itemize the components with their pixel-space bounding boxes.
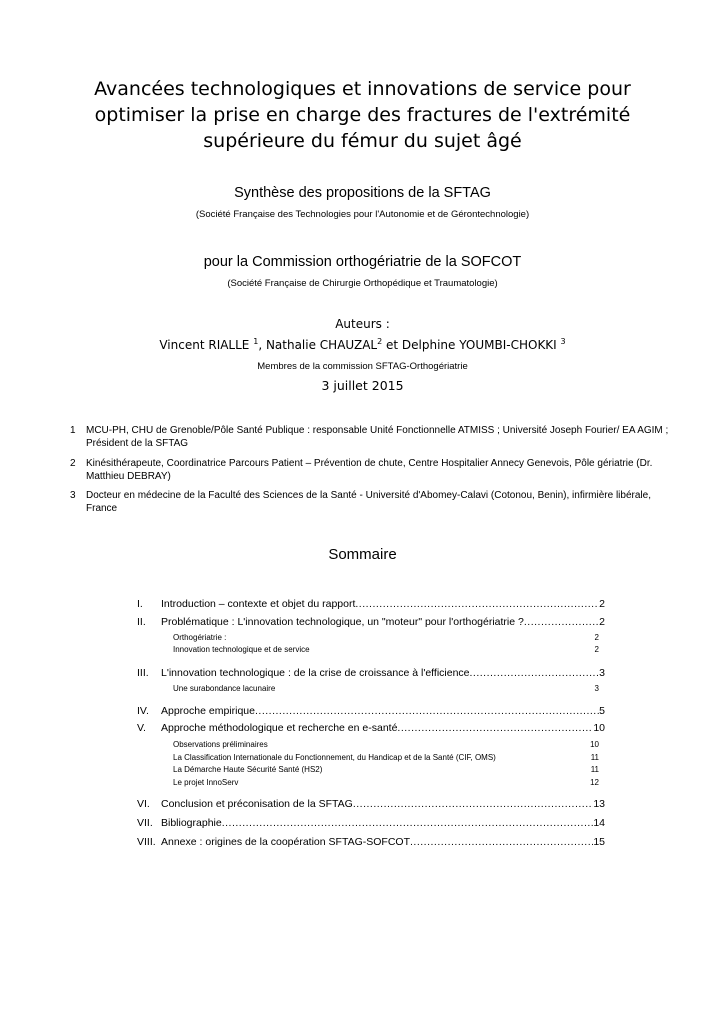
toc-dot-leader xyxy=(397,722,593,735)
affiliation-number: 1 xyxy=(70,425,76,436)
toc-entry-number: VI. xyxy=(137,798,150,810)
toc-entry-page: 3 xyxy=(599,667,605,679)
toc-subentry-page: 2 xyxy=(594,633,599,642)
toc-title: Sommaire xyxy=(328,546,397,563)
toc-dot-leader xyxy=(470,667,600,680)
toc-dot-leader xyxy=(355,598,599,611)
author-3: et Delphine YOUMBI-CHOKKI xyxy=(382,338,557,352)
toc-entry-8[interactable] xyxy=(137,836,605,849)
toc-dot-leader xyxy=(410,836,593,849)
toc-entry-label: Problématique : L'innovation technologique, un "moteur" pour l'orthogériatrie ? xyxy=(161,616,524,628)
toc-dot-leader xyxy=(222,817,594,830)
toc-entry-page: 14 xyxy=(593,817,605,829)
toc-subentry[interactable] xyxy=(173,778,599,788)
toc-entry-label: Annexe : origines de la coopération SFTAG-SOFCOT xyxy=(161,836,410,848)
toc-entry-2[interactable] xyxy=(137,616,605,629)
toc-entry-label: Introduction – contexte et objet du rapport xyxy=(161,598,356,610)
toc-subentry-label: Observations préliminaires xyxy=(173,740,268,749)
toc-entry-number: VIII. xyxy=(137,836,156,848)
affiliation-text: MCU-PH, CHU de Grenoble/Pôle Santé Publique : responsable Unité Fonctionnelle ATMISS ; Université Joseph Fourier/ EA AGIM ; Président de la SFTAG xyxy=(86,425,669,449)
toc-subentry-page: 3 xyxy=(594,684,599,693)
toc-entry-label: Bibliographie xyxy=(161,817,222,829)
toc-subentry-page: 11 xyxy=(590,765,599,774)
toc-entry-label: Approche méthodologique et recherche en e-santé xyxy=(161,722,398,734)
synthese-heading: Synthèse des propositions de la SFTAG xyxy=(234,185,491,201)
toc-subentry-label: La Démarche Haute Sécurité Santé (HS2) xyxy=(173,765,323,774)
toc-subentry[interactable] xyxy=(173,645,599,655)
authors-heading: Auteurs : xyxy=(335,317,390,331)
toc-entry-5[interactable] xyxy=(137,722,605,735)
sofcot-description: (Société Française de Chirurgie Orthopédique et Traumatologie) xyxy=(227,278,498,289)
toc-subentry-label: Le projet InnoServ xyxy=(173,778,239,787)
author-1-ref: 1 xyxy=(253,337,259,346)
toc-entry-4[interactable] xyxy=(137,705,605,718)
toc-subentry[interactable] xyxy=(173,765,599,775)
affiliation-number: 3 xyxy=(70,490,76,501)
affiliation-text: Kinésithérapeute, Coordinatrice Parcours Patient – Prévention de chute, Centre Hospitalier Annecy Genevois, Pôle gériatrie (Dr. Matthieu DEBRAY) xyxy=(86,458,653,482)
toc-subentry-label: Innovation technologique et de service xyxy=(173,645,310,654)
toc-subentry-label: Une surabondance lacunaire xyxy=(173,684,276,693)
toc-entry-1[interactable] xyxy=(137,598,605,611)
affiliation-text: Docteur en médecine de la Faculté des Sciences de la Santé - Université d'Abomey-Calavi (Cotonou, Benin), infirmière libérale, France xyxy=(86,490,651,514)
toc-entry-label: Conclusion et préconisation de la SFTAG xyxy=(161,798,353,810)
sftag-description: (Société Française des Technologies pour l'Autonomie et de Gérontechnologie) xyxy=(195,209,530,220)
toc-entry-page: 2 xyxy=(599,616,605,628)
toc-entry-number: V. xyxy=(137,722,146,734)
toc-entry-6[interactable] xyxy=(137,798,605,811)
toc-entry-number: III. xyxy=(137,667,149,679)
toc-subentry-label: La Classification Internationale du Fonctionnement, du Handicap et de la Santé (CIF, OMS) xyxy=(173,753,496,762)
author-2: , Nathalie CHAUZAL xyxy=(258,338,378,352)
toc-subentry-page: 12 xyxy=(590,778,599,787)
members-line: Membres de la commission SFTAG-Orthogériatrie xyxy=(257,361,468,372)
toc-entry-3[interactable] xyxy=(137,667,605,680)
toc-entry-7[interactable] xyxy=(137,817,605,830)
toc-entry-page: 10 xyxy=(593,722,605,734)
affiliation-3 xyxy=(70,489,670,515)
document-title xyxy=(60,76,665,154)
toc-entry-page: 2 xyxy=(599,598,605,610)
toc-entry-label: L'innovation technologique : de la crise de croissance à l'efficience xyxy=(161,667,470,679)
toc-entry-number: I. xyxy=(137,598,143,610)
toc-subentry-page: 2 xyxy=(594,645,599,654)
affiliation-number: 2 xyxy=(70,458,76,469)
toc-subentry[interactable] xyxy=(173,684,599,694)
author-3-ref: 3 xyxy=(560,337,566,346)
toc-entry-number: IV. xyxy=(137,705,149,717)
toc-subentry[interactable] xyxy=(173,740,599,750)
author-1: Vincent RIALLE xyxy=(159,338,250,352)
toc-subentry[interactable] xyxy=(173,753,599,763)
title-line-2: optimiser la prise en charge des fractures de l'extrémité xyxy=(94,104,631,126)
toc-entry-page: 13 xyxy=(593,798,605,810)
toc-entry-number: II. xyxy=(137,616,146,628)
toc-dot-leader xyxy=(255,705,599,718)
document-date: 3 juillet 2015 xyxy=(321,378,404,393)
toc-subentry-page: 11 xyxy=(590,753,599,762)
affiliation-2 xyxy=(70,457,670,483)
commission-heading: pour la Commission orthogériatrie de la SOFCOT xyxy=(203,254,522,270)
title-line-3: supérieure du fémur du sujet âgé xyxy=(203,130,522,152)
toc-dot-leader xyxy=(353,798,593,811)
toc-entry-page: 15 xyxy=(593,836,605,848)
affiliation-1 xyxy=(70,424,670,450)
authors-list xyxy=(0,338,725,352)
toc-subentry-page: 10 xyxy=(590,740,599,749)
toc-entry-label: Approche empirique xyxy=(161,705,255,717)
toc-subentry-label: Orthogériatrie : xyxy=(173,633,227,642)
author-2-ref: 2 xyxy=(377,337,383,346)
toc-dot-leader xyxy=(524,616,599,629)
toc-entry-number: VII. xyxy=(137,817,153,829)
title-line-1: Avancées technologiques et innovations de service pour xyxy=(94,78,631,100)
toc-entry-page: 5 xyxy=(599,705,605,717)
toc-subentry[interactable] xyxy=(173,633,599,643)
